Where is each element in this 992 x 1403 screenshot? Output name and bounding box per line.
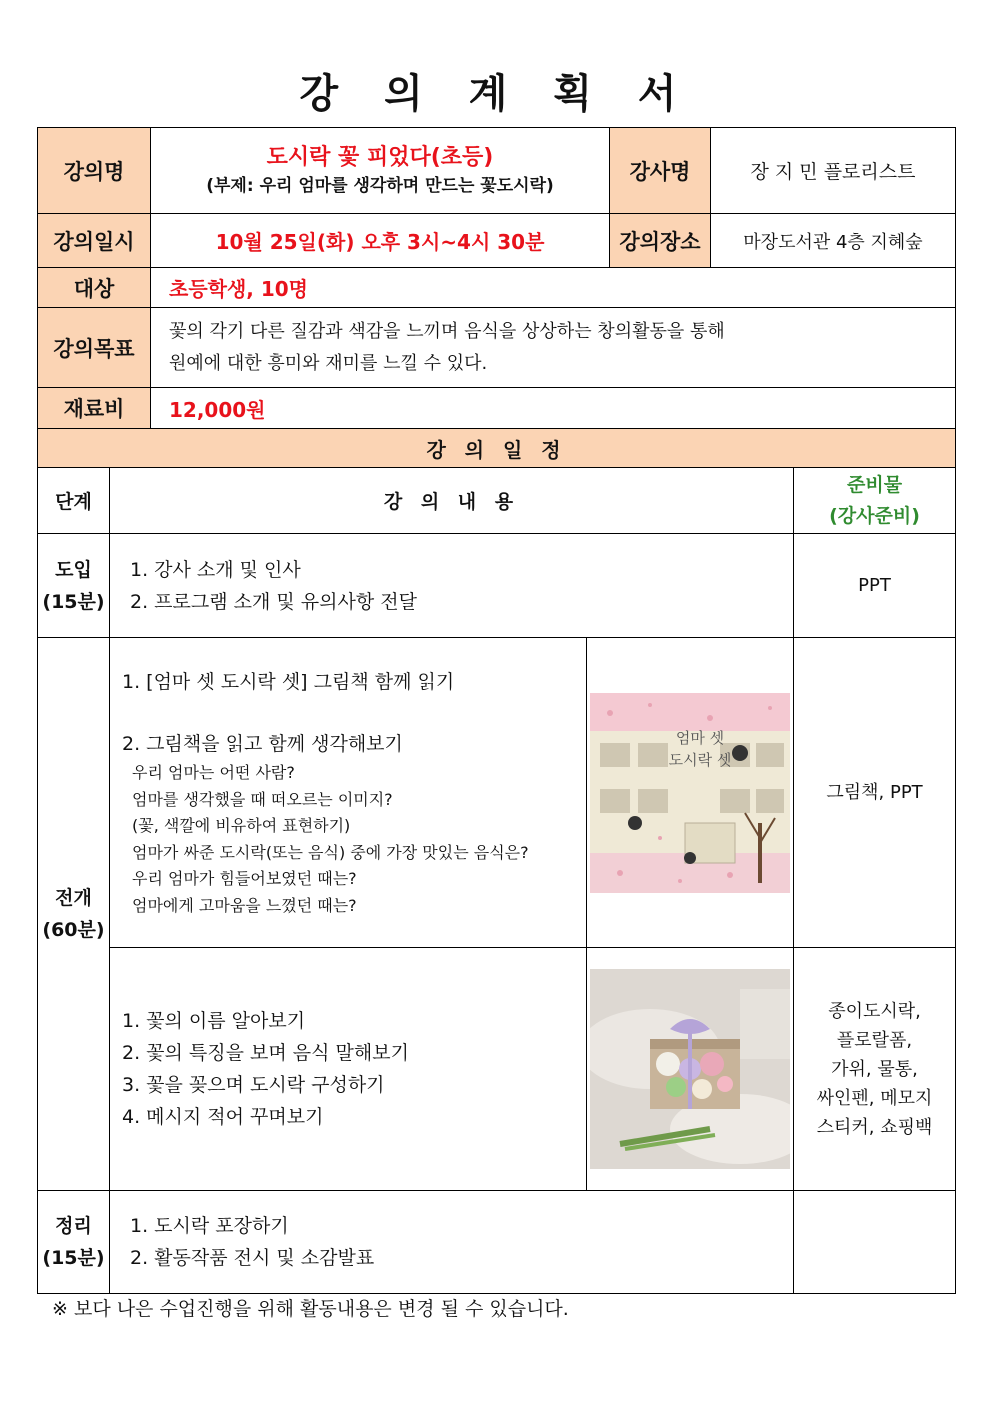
col-materials-header xyxy=(794,468,956,534)
dev-part2-materials xyxy=(794,948,956,1191)
book-title-line2: 도시락 셋 xyxy=(668,750,732,769)
list-item: 1. 꽃의 이름 알아보기 xyxy=(122,1010,306,1032)
course-info-table xyxy=(37,127,956,429)
sub-item: 엄마를 생각했을 때 떠오르는 이미지? xyxy=(132,789,393,809)
col-stage-header: 단계 xyxy=(38,468,110,534)
intro-stage-time: (15분) xyxy=(42,590,105,613)
intro-content xyxy=(110,534,794,638)
goal-label: 강의목표 xyxy=(38,308,151,388)
picture-book-cover-image xyxy=(590,693,790,893)
flower-lunchbox-photo xyxy=(590,969,790,1169)
dev-part1-content xyxy=(110,638,587,948)
dev-part2-content xyxy=(110,948,587,1191)
materials-header-line2: (강사준비) xyxy=(829,504,920,527)
course-subtitle: (부제: 우리 엄마를 생각하며 만드는 꽃도시락) xyxy=(206,175,554,196)
place-value: 마장도서관 4층 지혜숲 xyxy=(711,214,956,268)
wrap-stage-name: 정리 xyxy=(55,1215,92,1237)
list-item: 1. 도시락 포장하기 xyxy=(130,1215,289,1237)
datetime-label: 강의일시 xyxy=(38,214,151,268)
picture-book-cell xyxy=(587,638,794,948)
instructor-name: 장 지 민 플로리스트 xyxy=(711,128,956,214)
target-label: 대상 xyxy=(38,268,151,308)
wrap-content xyxy=(110,1191,794,1294)
dev-stage xyxy=(38,638,110,1191)
material-item: 종이도시락, xyxy=(828,1000,921,1022)
intro-materials: PPT xyxy=(794,534,956,638)
list-item: 2. 활동작품 전시 및 소감발표 xyxy=(130,1247,375,1269)
book-title-line1: 엄마 셋 xyxy=(675,728,725,747)
course-name-label: 강의명 xyxy=(38,128,151,214)
document-title: 강 의 계 획 서 xyxy=(299,71,693,117)
list-item: 4. 메시지 적어 꾸며보기 xyxy=(122,1106,324,1128)
datetime-value: 10월 25일(화) 오후 3시~4시 30분 xyxy=(151,214,610,268)
instructor-label: 강사명 xyxy=(610,128,711,214)
list-item: 2. 꽃의 특징을 보며 음식 말해보기 xyxy=(122,1042,409,1064)
course-name-cell xyxy=(151,128,610,214)
material-item: 싸인펜, 메모지 xyxy=(816,1087,933,1109)
dev-stage-time: (60분) xyxy=(42,919,105,941)
footnote: ※ 보다 나은 수업진행을 위해 활동내용은 변경 될 수 있습니다. xyxy=(52,1298,569,1320)
wrap-materials xyxy=(794,1191,956,1294)
material-item: 스티커, 쇼핑백 xyxy=(816,1116,933,1138)
sub-item: 엄마가 싸준 도시락(또는 음식) 중에 가장 맛있는 음식은? xyxy=(132,842,529,862)
list-item: 2. 그림책을 읽고 함께 생각해보기 xyxy=(122,733,403,755)
schedule-table xyxy=(37,428,956,1294)
sub-item: (꽃, 색깔에 비유하여 표현하기) xyxy=(132,816,351,835)
fee-label: 재료비 xyxy=(38,388,151,429)
place-label: 강의장소 xyxy=(610,214,711,268)
goal-line-2: 원예에 대한 흥미와 재미를 느낄 수 있다. xyxy=(169,352,488,374)
goal-value xyxy=(151,308,956,388)
sub-item: 엄마에게 고마움을 느꼈던 때는? xyxy=(132,895,357,915)
flower-box-cell xyxy=(587,948,794,1191)
wrap-stage-time: (15분) xyxy=(42,1247,105,1269)
target-value: 초등학생, 10명 xyxy=(151,268,956,308)
intro-stage xyxy=(38,534,110,638)
wrap-stage xyxy=(38,1191,110,1294)
material-item: 플로랄폼, xyxy=(836,1029,913,1051)
dev-part1-materials: 그림책, PPT xyxy=(794,638,956,948)
sub-item: 우리 엄마가 힘들어보였던 때는? xyxy=(132,869,357,888)
list-item: 2. 프로그램 소개 및 유의사항 전달 xyxy=(130,590,417,613)
goal-line-1: 꽃의 각기 다른 질감과 색감을 느끼며 음식을 상상하는 창의활동을 통해 xyxy=(169,320,725,342)
sub-item: 우리 엄마는 어떤 사람? xyxy=(132,763,295,782)
list-item: 3. 꽃을 꽂으며 도시락 구성하기 xyxy=(122,1074,385,1096)
intro-stage-name: 도입 xyxy=(55,558,92,581)
fee-value: 12,000원 xyxy=(151,388,956,429)
schedule-heading: 강 의 일 정 xyxy=(38,429,956,468)
list-item: 1. [엄마 셋 도시락 셋] 그림책 함께 읽기 xyxy=(122,671,455,693)
course-name: 도시락 꽃 피었다(초등) xyxy=(266,144,494,170)
materials-header-line1: 준비물 xyxy=(846,473,903,496)
list-item: 1. 강사 소개 및 인사 xyxy=(130,558,301,581)
col-content-header: 강 의 내 용 xyxy=(110,468,794,534)
material-item: 가위, 물통, xyxy=(831,1058,918,1080)
dev-stage-name: 전개 xyxy=(55,887,92,909)
